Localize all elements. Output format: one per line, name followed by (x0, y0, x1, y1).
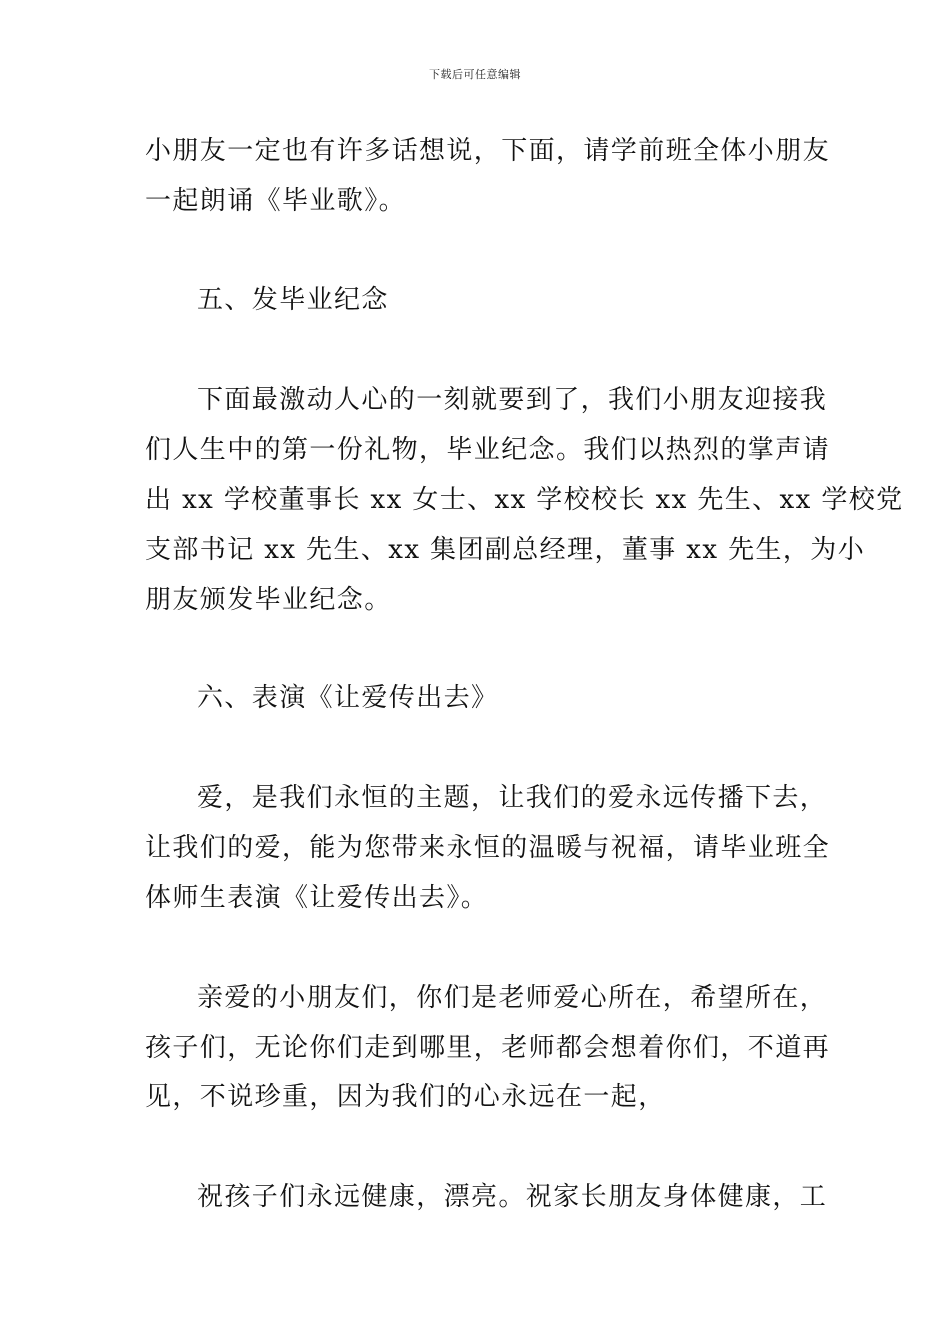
paragraph-line: 们人生中的第一份礼物，毕业纪念。我们以热烈的掌声请 (145, 435, 831, 465)
section-heading: 六、表演《让爱传出去》 (197, 683, 499, 713)
paragraph-line: 下面最激动人心的一刻就要到了，我们小朋友迎接我 (197, 385, 828, 415)
paragraph-line: 朋友颁发毕业纪念。 (145, 585, 392, 615)
paragraph-line: 一起朗诵《毕业歌》。 (145, 186, 407, 216)
paragraph-line: 亲爱的小朋友们，你们是老师爱心所在，希望所在， (197, 983, 828, 1013)
paragraph-line: 体师生表演《让爱传出去》。 (145, 883, 489, 913)
paragraph-line: 见，不说珍重，因为我们的心永远在一起， (145, 1082, 666, 1112)
paragraph-line: 爱，是我们永恒的主题，让我们的爱永远传播下去， (197, 783, 828, 813)
paragraph-line: 孩子们，无论你们走到哪里，老师都会想着你们，不道再 (145, 1033, 831, 1063)
paragraph-line: 小朋友一定也有许多话想说，下面，请学前班全体小朋友 (145, 136, 831, 166)
paragraph-line: 出 xx 学校董事长 xx 女士、xx 学校校长 xx 先生、xx 学校党 (145, 485, 904, 515)
section-heading: 五、发毕业纪念 (197, 285, 389, 315)
paragraph-line: 祝孩子们永远健康，漂亮。祝家长朋友身体健康，工 (197, 1182, 828, 1212)
header-note: 下载后可任意编辑 (429, 68, 521, 81)
paragraph-line: 支部书记 xx 先生、xx 集团副总经理，董事 xx 先生，为小 (145, 535, 866, 565)
paragraph-line: 让我们的爱，能为您带来永恒的温暖与祝福，请毕业班全 (145, 833, 831, 863)
